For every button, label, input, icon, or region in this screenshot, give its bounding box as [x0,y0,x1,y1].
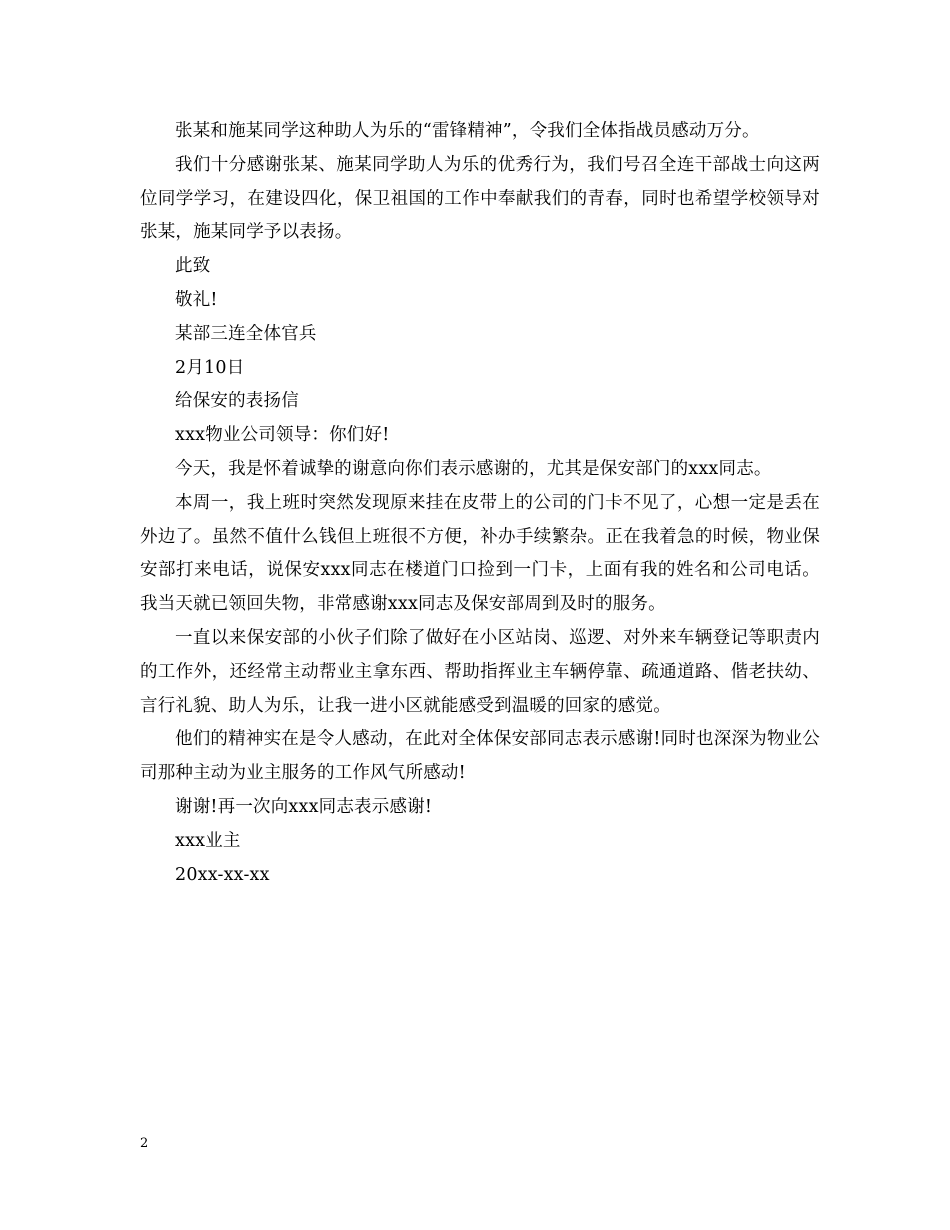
letter-title: 给保安的表扬信 [175,391,299,412]
paragraph-thanks-classmates: 我们十分感谢张某、施某同学助人为乐的优秀行为，我们号召全连干部战士向这两位同学学习，在建设四化，保卫祖国的工作中奉献我们的青春，同时也希望学校领导对张某，施某同学予以表扬。 [140,154,820,243]
signature-owner: xxx业主 [175,830,241,851]
closing-salutation: 此致 [175,256,211,277]
paragraph-thanks-again: 谢谢!再一次向xxx同志表示感谢! [175,796,433,817]
paragraph-gratitude: 今天，我是怀着诚挚的谢意向你们表示感谢的，尤其是保安部门的xxx同志。 [175,458,772,479]
signature-date: 2月10日 [175,357,245,378]
signature-sender: 某部三连全体官兵 [175,323,317,344]
paragraph-lei-feng-spirit: 张某和施某同学这种助人为乐的“雷锋精神”，令我们全体指战员感动万分。 [175,121,760,141]
paragraph-security-duties: 一直以来保安部的小伙子们除了做好在小区站岗、巡逻、对外来车辆登记等职责内的工作外，还经常主动帮业主拿东西、帮助指挥业主车辆停靠、疏通道路、偕老扶幼、言行礼貌、助人为乐，让我一进小区就能感受到温暖的回家的感觉。 [140,627,820,716]
signature-date-2: 20xx-xx-xx [175,864,270,885]
letter-greeting: xxx物业公司领导：你们好! [175,425,390,446]
page-number: 2 [140,1136,149,1151]
paragraph-spirit: 他们的精神实在是令人感动，在此对全体保安部同志表示感谢!同时也深深为物业公司那种主动为业主服务的工作风气所感动! [140,729,820,784]
closing-respect: 敬礼! [175,289,218,310]
paragraph-lost-card: 本周一，我上班时突然发现原来挂在皮带上的公司的门卡不见了，心想一定是丢在外边了。虽然不值什么钱但上班很不方便，补办手续繁杂。正在我着急的时候，物业保安部打来电话，说保安xxx同志在楼道门口捡到一门卡，上面有我的姓名和公司电话。我当天就已领回失物，非常感谢xxx同志及保安部周到及时的服务。 [140,492,820,615]
document-body [140,115,820,892]
